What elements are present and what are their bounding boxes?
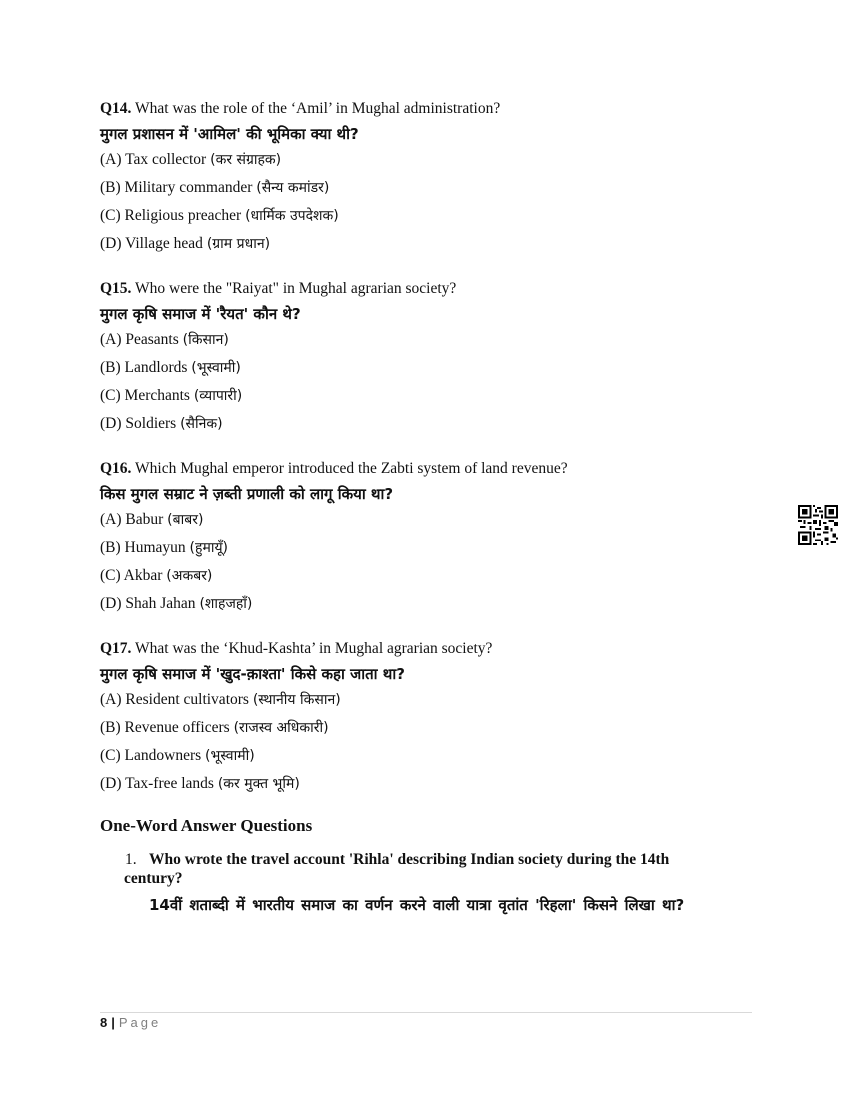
option-english: (A) Tax collector	[100, 151, 207, 168]
question-number: Q16.	[100, 460, 132, 477]
question-number: Q15.	[100, 280, 132, 297]
one-word-question-line-2: century?	[124, 870, 183, 887]
page-number: 8	[100, 1015, 108, 1030]
option-english: (C) Landowners	[100, 747, 202, 764]
question-english: What was the ‘Khud-Kashta’ in Mughal agrarian society?	[135, 640, 493, 657]
question-hindi: किस मुगल सम्राट ने ज़ब्ती प्रणाली को लागू किया था?	[100, 485, 394, 503]
option-c	[100, 742, 760, 770]
option-english: (B) Revenue officers	[100, 719, 230, 736]
one-word-item-1	[100, 850, 749, 920]
option-hindi: (हुमायूँ)	[189, 540, 229, 556]
question-q14	[100, 96, 760, 258]
option-english: (D) Soldiers	[100, 415, 177, 432]
option-english: (A) Peasants	[100, 331, 179, 348]
one-word-question-english	[124, 850, 749, 888]
option-english: (C) Merchants	[100, 387, 190, 404]
option-c	[100, 382, 760, 410]
question-hindi: मुगल कृषि समाज में 'रैयत' कौन थे?	[100, 305, 301, 323]
question-english: Which Mughal emperor introduced the Zabti system of land revenue?	[135, 460, 568, 477]
option-english: (B) Humayun	[100, 539, 186, 556]
option-a	[100, 686, 760, 714]
option-b	[100, 354, 760, 382]
question-text-en	[100, 96, 760, 122]
option-a	[100, 146, 760, 174]
option-hindi: (भूस्वामी)	[191, 360, 241, 376]
qr-code-icon	[798, 505, 838, 545]
option-a	[100, 326, 760, 354]
option-a	[100, 506, 760, 534]
option-hindi: (किसान)	[182, 332, 229, 348]
page-label: Page	[118, 1015, 162, 1030]
page-content	[100, 96, 760, 920]
option-english: (A) Resident cultivators	[100, 691, 249, 708]
option-hindi: (अकबर)	[166, 568, 213, 584]
option-hindi: (भूस्वामी)	[205, 748, 255, 764]
option-hindi: (शाहजहाँ)	[199, 596, 253, 612]
option-b	[100, 174, 760, 202]
option-english: (A) Babur	[100, 511, 164, 528]
one-word-item-number: 1.	[125, 851, 137, 868]
option-hindi: (धार्मिक उपदेशक)	[245, 208, 339, 224]
question-number: Q14.	[100, 100, 132, 117]
option-b	[100, 714, 760, 742]
question-hindi: मुगल प्रशासन में 'आमिल' की भूमिका क्या थी?	[100, 125, 359, 143]
option-english: (C) Akbar	[100, 567, 163, 584]
option-english: (C) Religious preacher	[100, 207, 242, 224]
one-word-question-hindi: 14वीं शताब्दी में भारतीय समाज का वर्णन करने वाली यात्रा वृतांत 'रिहला' किसने लिखा था?	[149, 896, 685, 914]
section-heading-one-word: One-Word Answer Questions	[100, 816, 313, 835]
question-text-en	[100, 456, 760, 482]
option-b	[100, 534, 760, 562]
option-hindi: (राजस्व अधिकारी)	[233, 720, 329, 736]
option-hindi: (स्थानीय किसान)	[252, 692, 341, 708]
question-text-en	[100, 636, 760, 662]
option-english: (D) Village head	[100, 235, 203, 252]
question-q15	[100, 276, 760, 438]
option-english: (B) Landlords	[100, 359, 188, 376]
question-hindi: मुगल कृषि समाज में 'खुद-क़ाश्ता' किसे कहा जाता था?	[100, 665, 405, 683]
option-hindi: (कर मुक्त भूमि)	[217, 776, 300, 792]
option-d	[100, 230, 760, 258]
option-hindi: (ग्राम प्रधान)	[206, 236, 271, 252]
question-english: Who were the "Raiyat" in Mughal agrarian society?	[135, 280, 457, 297]
question-q17	[100, 636, 760, 798]
option-c	[100, 562, 760, 590]
one-word-question-line-1: Who wrote the travel account 'Rihla' describing Indian society during the 14th	[149, 851, 670, 868]
option-hindi: (सैन्य कमांडर)	[256, 180, 330, 196]
option-d	[100, 590, 760, 618]
option-hindi: (सैनिक)	[180, 416, 223, 432]
question-english: What was the role of the ‘Amil’ in Mughal administration?	[135, 100, 501, 117]
question-number: Q17.	[100, 640, 132, 657]
footer-separator: |	[111, 1015, 115, 1030]
option-d	[100, 770, 760, 798]
option-english: (B) Military commander	[100, 179, 253, 196]
option-hindi: (बाबर)	[167, 512, 204, 528]
footer-divider	[100, 1012, 752, 1013]
option-hindi: (व्यापारी)	[193, 388, 243, 404]
option-english: (D) Tax-free lands	[100, 775, 214, 792]
page-footer	[100, 1015, 161, 1030]
option-d	[100, 410, 760, 438]
option-c	[100, 202, 760, 230]
option-english: (D) Shah Jahan	[100, 595, 196, 612]
option-hindi: (कर संग्राहक)	[210, 152, 282, 168]
question-text-en	[100, 276, 760, 302]
question-q16	[100, 456, 760, 618]
